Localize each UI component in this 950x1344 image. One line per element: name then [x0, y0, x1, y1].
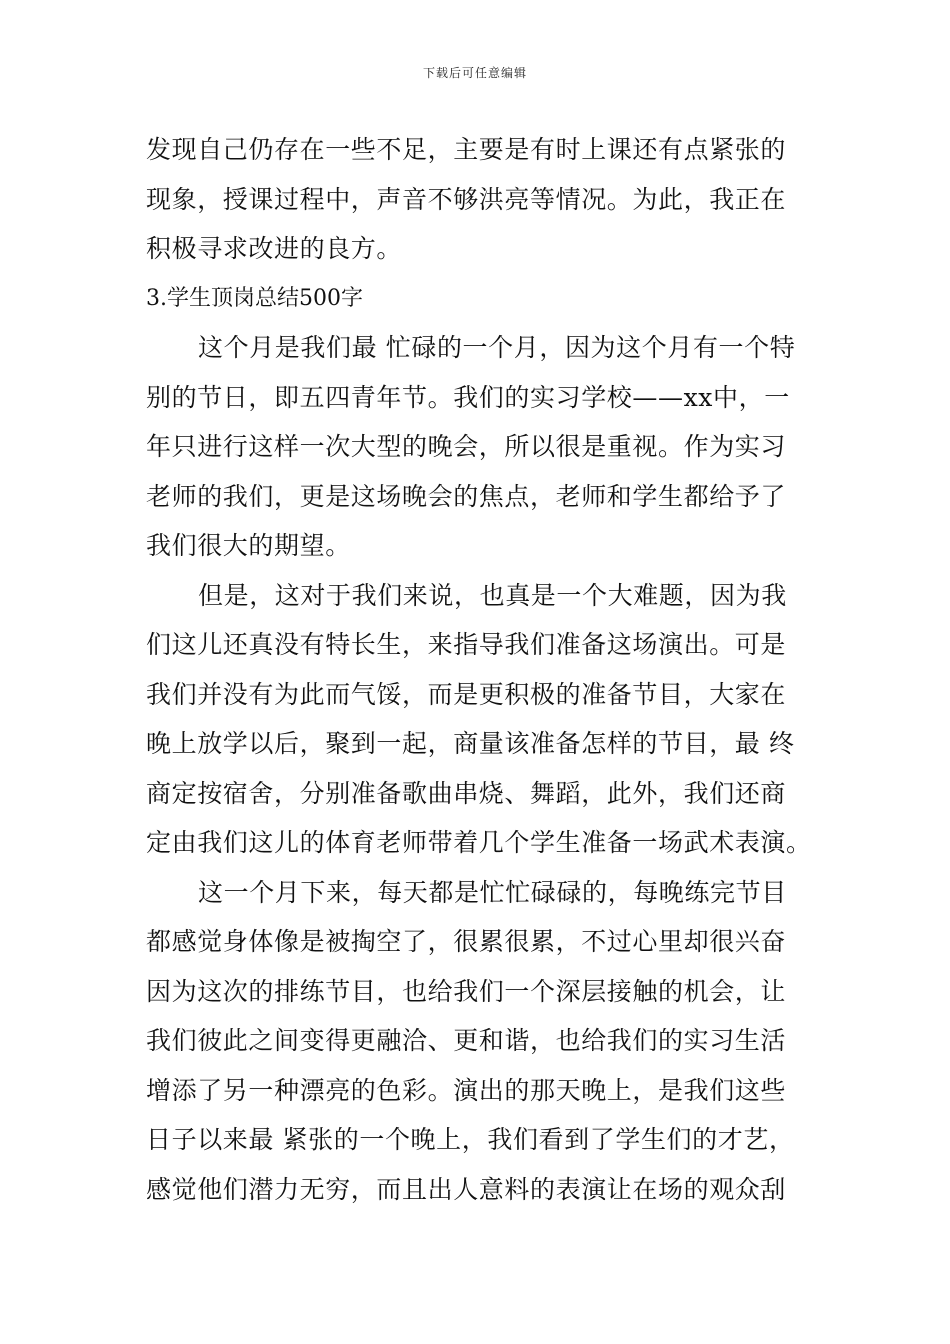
text-line: 我们彼此之间变得更融洽、更和谐，也给我们的实习生活 [146, 1026, 787, 1055]
text-line: 这一个月下来，每天都是忙忙碌碌的，每晚练完节目 [198, 877, 787, 907]
text-line: 日子以来最 紧张的一个晚上，我们看到了学生们的才艺， [146, 1125, 795, 1154]
text-line: 发现自己仍存在一些不足，主要是有时上课还有点紧张的 [146, 135, 787, 164]
text-line: 这个月是我们最 忙碌的一个月，因为这个月有一个特 [198, 333, 796, 362]
text-line: 年只进行这样一次大型的晚会，所以很是重视。作为实习 [146, 432, 787, 461]
text-line: 感觉他们潜力无穷，而且出人意料的表演让在场的观众刮 [146, 1174, 787, 1204]
text-line: 商定按宿舍，分别准备歌曲串烧、舞蹈，此外，我们还商 [146, 778, 787, 808]
page-header: 下载后可任意编辑 [422, 66, 527, 80]
text-line: 增添了另一种漂亮的色彩。演出的那天晚上，是我们这些 [146, 1075, 787, 1105]
text-line: 定由我们这儿的体育老师带着几个学生准备一场武术表演。 [146, 828, 812, 857]
text-line: 现象，授课过程中，声音不够洪亮等情况。为此，我正在 [146, 184, 787, 214]
section-heading: 3.学生顶岗总结500字 [146, 285, 363, 311]
text-line: 们这儿还真没有特长生，来指导我们准备这场演出。可是 [146, 630, 787, 659]
text-line: 别的节日，即五四青年节。我们的实习学校——xx中，一 [146, 382, 790, 412]
document-body [146, 125, 812, 1214]
text-line: 我们并没有为此而气馁，而是更积极的准备节目，大家在 [146, 679, 787, 709]
text-line: 积极寻求改进的良方。 [146, 234, 403, 263]
text-line: 我们很大的期望。 [146, 531, 351, 560]
text-line: 因为这次的排练节目，也给我们一个深层接触的机会，让 [146, 976, 787, 1006]
text-line: 晚上放学以后，聚到一起，商量该准备怎样的节目，最 终 [146, 729, 795, 758]
text-line: 老师的我们，更是这场晚会的焦点，老师和学生都给予了 [146, 481, 787, 511]
text-line: 都感觉身体像是被掏空了，很累很累，不过心里却很兴奋 [146, 927, 787, 956]
text-line: 但是，这对于我们来说，也真是一个大难题，因为我 [198, 580, 787, 610]
